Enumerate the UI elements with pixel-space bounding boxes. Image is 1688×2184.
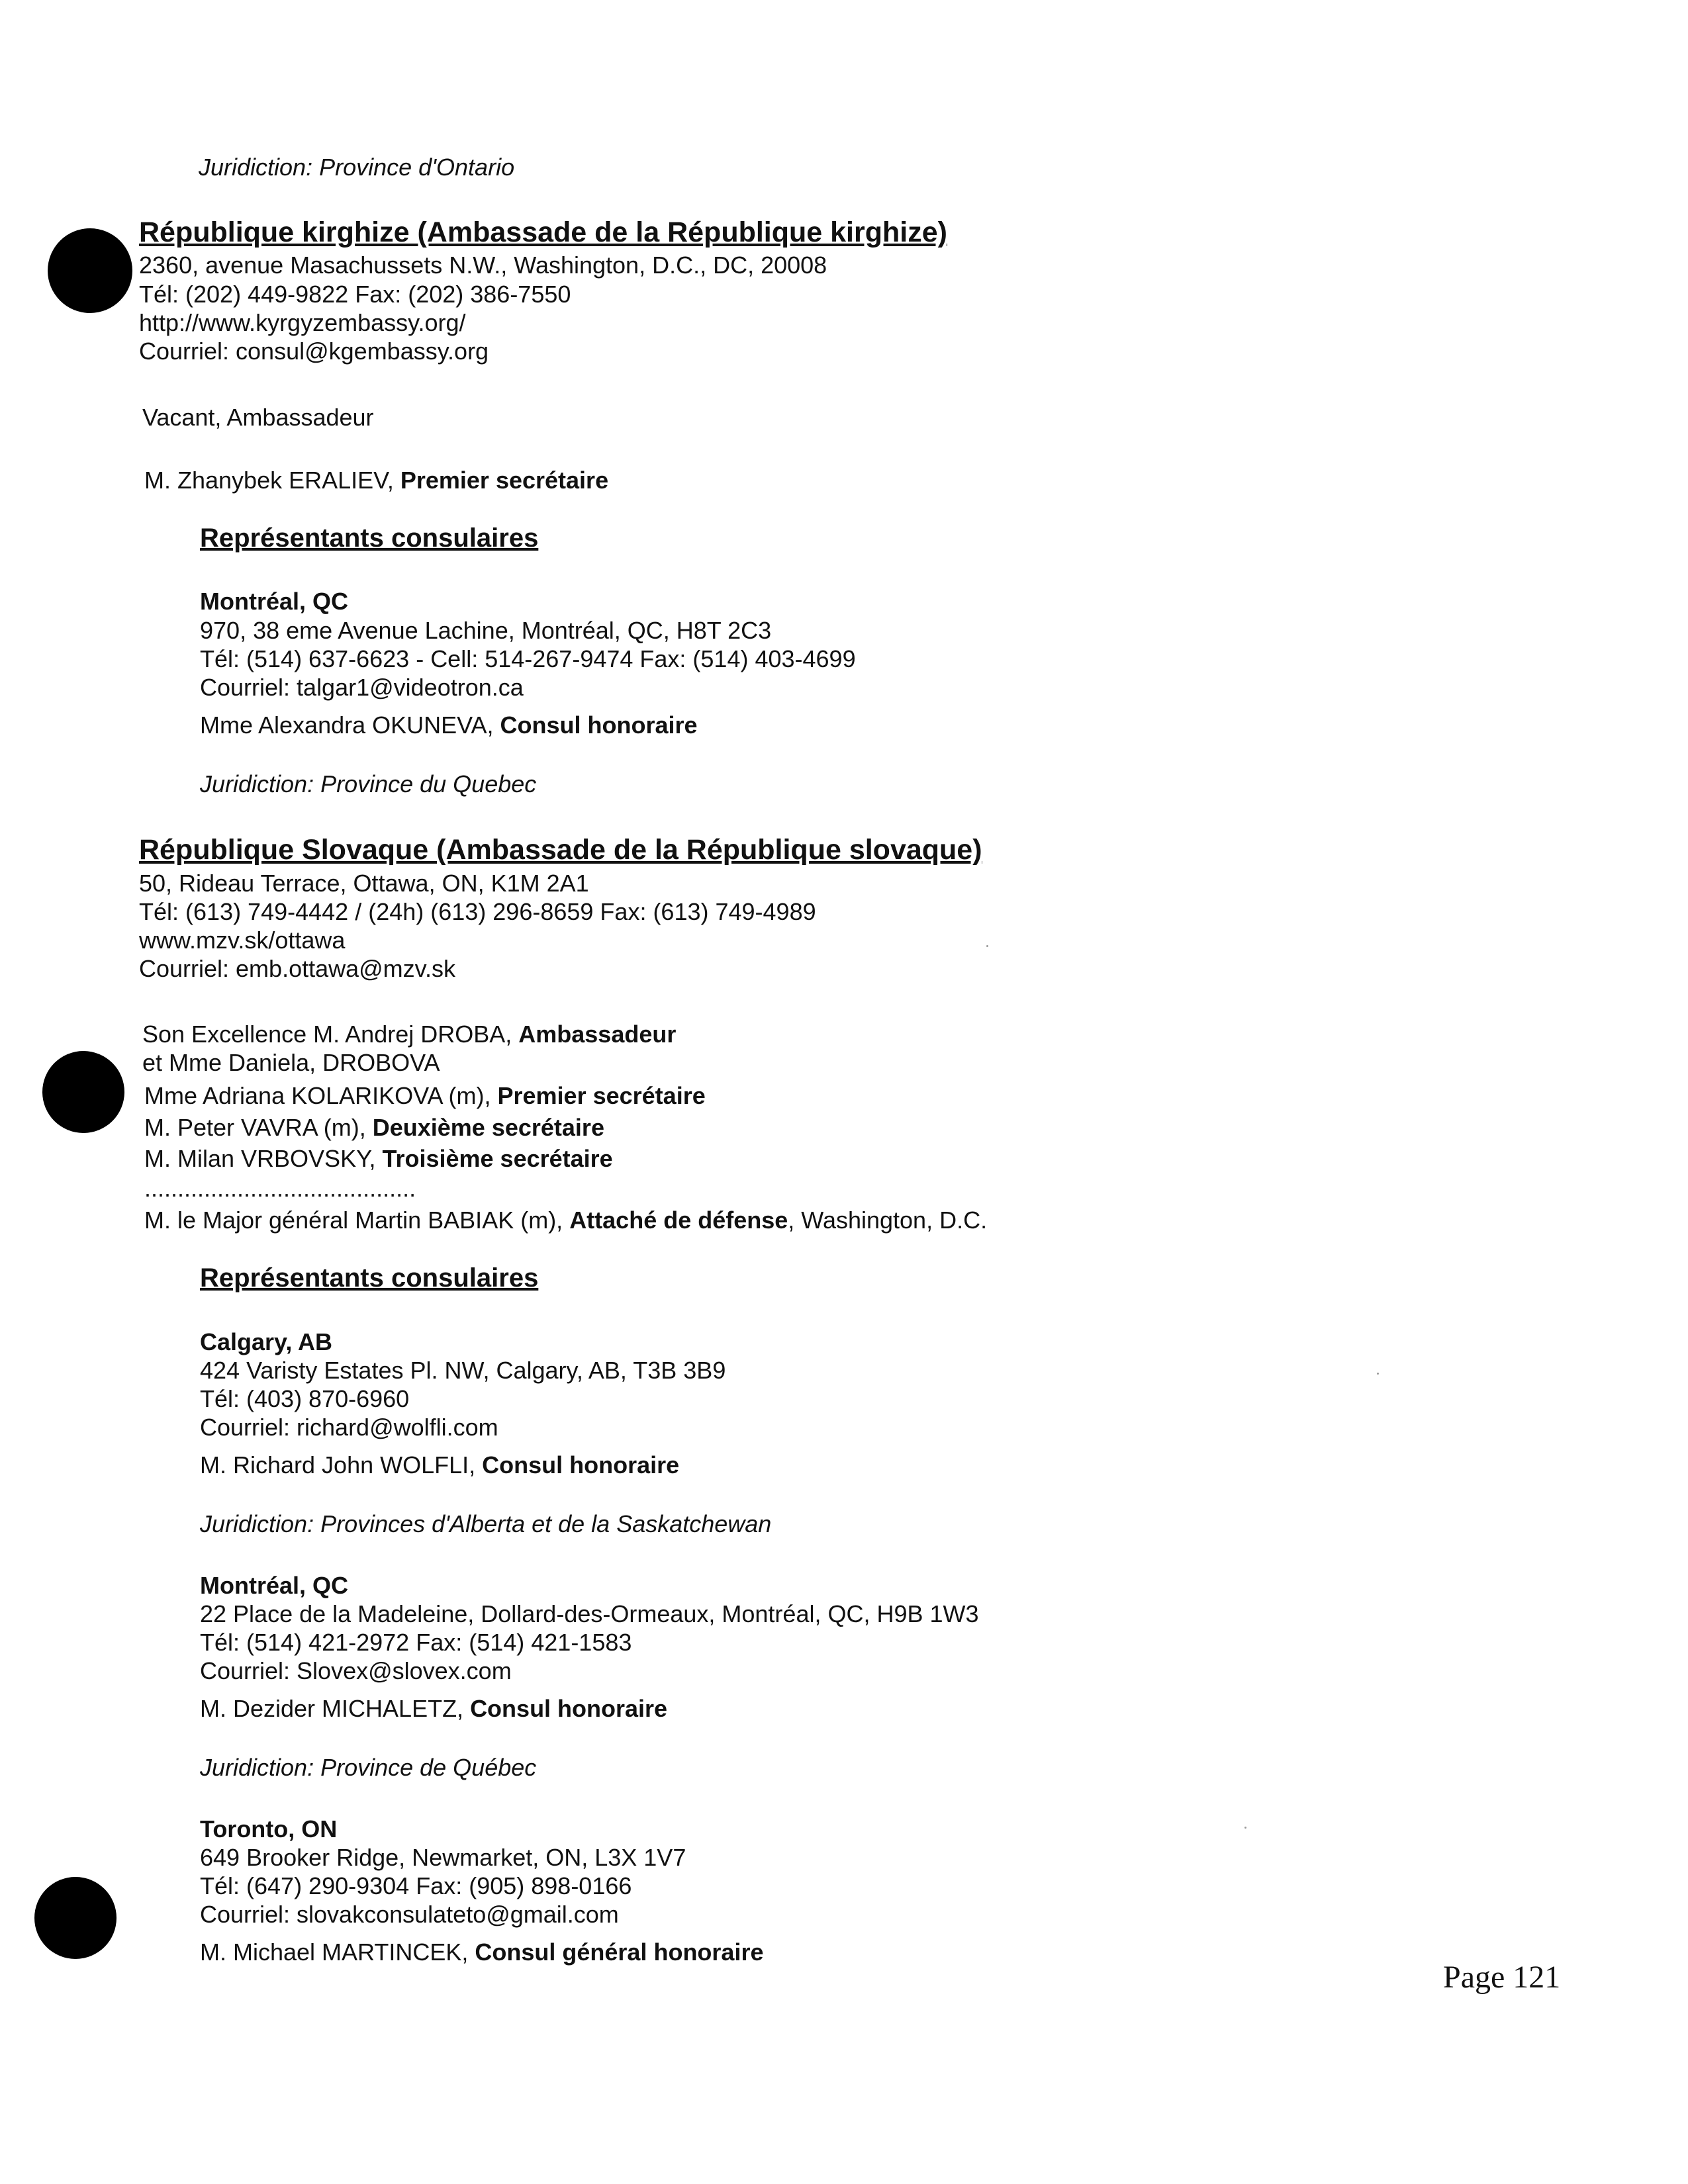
jurisdiction-ontario: Juridiction: Province d'Ontario bbox=[199, 154, 515, 181]
staff-title: Deuxième secrétaire bbox=[372, 1114, 604, 1141]
staff-name: Son Excellence M. Andrej DROBA, bbox=[142, 1021, 519, 1048]
slovak-consulate-city-toronto: Toronto, ON bbox=[200, 1815, 338, 1843]
slovak-consulate-address-montreal: 22 Place de la Madeleine, Dollard-des-Ormeaux, Montréal, QC, H9B 1W3 bbox=[200, 1600, 979, 1627]
punch-hole-middle bbox=[42, 1051, 124, 1133]
slovak-staff-second-secretary bbox=[144, 1114, 604, 1141]
consul-title: Consul honoraire bbox=[470, 1695, 668, 1722]
staff-title: Premier secrétaire bbox=[400, 467, 609, 494]
staff-name: M. Milan VRBOVSKY, bbox=[144, 1145, 383, 1172]
consul-title: Consul honoraire bbox=[482, 1451, 680, 1479]
slovak-phone: Tél: (613) 749-4442 / (24h) (613) 296-8659 Fax: (613) 749-4989 bbox=[139, 898, 816, 925]
slovak-dotted-separator: ......................................... bbox=[144, 1175, 416, 1202]
kyrgyz-ambassador: Vacant, Ambassadeur bbox=[142, 404, 374, 431]
slovak-consulate-person-montreal bbox=[200, 1695, 667, 1722]
slovak-staff-first-secretary bbox=[144, 1082, 706, 1109]
staff-title: Ambassadeur bbox=[518, 1021, 677, 1048]
slovak-address: 50, Rideau Terrace, Ottawa, ON, K1M 2A1 bbox=[139, 870, 589, 897]
consul-name: M. Richard John WOLFLI, bbox=[200, 1451, 483, 1479]
scan-speck bbox=[1244, 1827, 1246, 1829]
kyrgyz-consulate-phone: Tél: (514) 637-6623 - Cell: 514-267-9474 Fax: (514) 403-4699 bbox=[200, 645, 856, 672]
slovak-consulate-jurisdiction-calgary: Juridiction: Provinces d'Alberta et de la Saskatchewan bbox=[200, 1510, 772, 1537]
kyrgyz-phone: Tél: (202) 449-9822 Fax: (202) 386-7550 bbox=[139, 281, 571, 308]
staff-title: Attaché de défense bbox=[569, 1206, 788, 1234]
slovak-consulate-address-toronto: 649 Brooker Ridge, Newmarket, ON, L3X 1V7 bbox=[200, 1844, 686, 1871]
staff-title: Premier secrétaire bbox=[497, 1082, 706, 1109]
kyrgyz-consulate-address: 970, 38 eme Avenue Lachine, Montréal, QC, H8T 2C3 bbox=[200, 617, 772, 644]
kyrgyz-consulate-city: Montréal, QC bbox=[200, 588, 349, 615]
staff-name: M. Peter VAVRA (m), bbox=[144, 1114, 373, 1141]
staff-name: M. le Major général Martin BABIAK (m), bbox=[144, 1206, 570, 1234]
slovak-consulate-city-montreal: Montréal, QC bbox=[200, 1572, 349, 1599]
kyrgyz-consulate-jurisdiction: Juridiction: Province du Quebec bbox=[200, 770, 537, 797]
slovak-consulate-address-calgary: 424 Varisty Estates Pl. NW, Calgary, AB, T3B 3B9 bbox=[200, 1357, 726, 1384]
consul-name: Mme Alexandra OKUNEVA, bbox=[200, 711, 500, 739]
kyrgyz-consulate-email[interactable]: Courriel: talgar1@videotron.ca bbox=[200, 674, 524, 701]
slovak-url[interactable]: www.mzv.sk/ottawa bbox=[139, 927, 346, 954]
slovak-consulate-jurisdiction-montreal: Juridiction: Province de Québec bbox=[200, 1754, 537, 1781]
slovak-consulate-email-montreal[interactable]: Courriel: Slovex@slovex.com bbox=[200, 1657, 512, 1684]
consul-name: M. Dezider MICHALETZ, bbox=[200, 1695, 471, 1722]
slovak-consulate-phone-toronto: Tél: (647) 290-9304 Fax: (905) 898-0166 bbox=[200, 1872, 632, 1899]
slovak-defense-attache bbox=[144, 1206, 987, 1234]
slovak-consulate-phone-calgary: Tél: (403) 870-6960 bbox=[200, 1385, 410, 1412]
punch-hole-bottom bbox=[34, 1877, 117, 1959]
staff-title: Troisième secrétaire bbox=[382, 1145, 613, 1172]
slovak-consulate-person-toronto bbox=[200, 1938, 763, 1966]
slovak-staff-spouse bbox=[142, 1049, 440, 1076]
staff-name: Mme Adriana KOLARIKOVA (m), bbox=[144, 1082, 498, 1109]
slovak-staff-ambassador bbox=[142, 1021, 676, 1048]
staff-name: M. Zhanybek ERALIEV, bbox=[144, 467, 400, 494]
consul-title: Consul général honoraire bbox=[475, 1938, 764, 1966]
consul-title: Consul honoraire bbox=[500, 711, 698, 739]
slovak-consulate-email-toronto[interactable]: Courriel: slovakconsulateto@gmail.com bbox=[200, 1901, 619, 1928]
slovak-staff-third-secretary bbox=[144, 1145, 613, 1172]
slovak-consulate-city-calgary: Calgary, AB bbox=[200, 1328, 333, 1355]
scan-speck bbox=[986, 945, 988, 947]
staff-name: et Mme Daniela, DROBOVA bbox=[142, 1049, 440, 1076]
kyrgyz-staff-line bbox=[144, 467, 608, 494]
kyrgyz-email[interactable]: Courriel: consul@kgembassy.org bbox=[139, 338, 489, 365]
slovak-consulate-phone-montreal: Tél: (514) 421-2972 Fax: (514) 421-1583 bbox=[200, 1629, 632, 1656]
punch-hole-top bbox=[48, 228, 132, 313]
slovak-consular-heading: Représentants consulaires bbox=[200, 1263, 539, 1293]
slovak-consulate-person-calgary bbox=[200, 1451, 679, 1479]
kyrgyz-consular-heading: Représentants consulaires bbox=[200, 523, 539, 553]
kyrgyz-url[interactable]: http://www.kyrgyzembassy.org/ bbox=[139, 309, 466, 336]
page-number: Page 121 bbox=[1443, 1960, 1561, 1995]
staff-location: , Washington, D.C. bbox=[788, 1206, 988, 1234]
slovak-email[interactable]: Courriel: emb.ottawa@mzv.sk bbox=[139, 955, 456, 982]
slovak-consulate-email-calgary[interactable]: Courriel: richard@wolfli.com bbox=[200, 1414, 498, 1441]
kyrgyz-address: 2360, avenue Masachussets N.W., Washington, D.C., DC, 20008 bbox=[139, 251, 827, 279]
scan-speck bbox=[1377, 1373, 1379, 1375]
kyrgyz-consulate-person bbox=[200, 711, 698, 739]
kyrgyz-heading: République kirghize (Ambassade de la République kirghize) bbox=[139, 216, 947, 248]
consul-name: M. Michael MARTINCEK, bbox=[200, 1938, 475, 1966]
slovak-heading: République Slovaque (Ambassade de la République slovaque) bbox=[139, 834, 982, 866]
